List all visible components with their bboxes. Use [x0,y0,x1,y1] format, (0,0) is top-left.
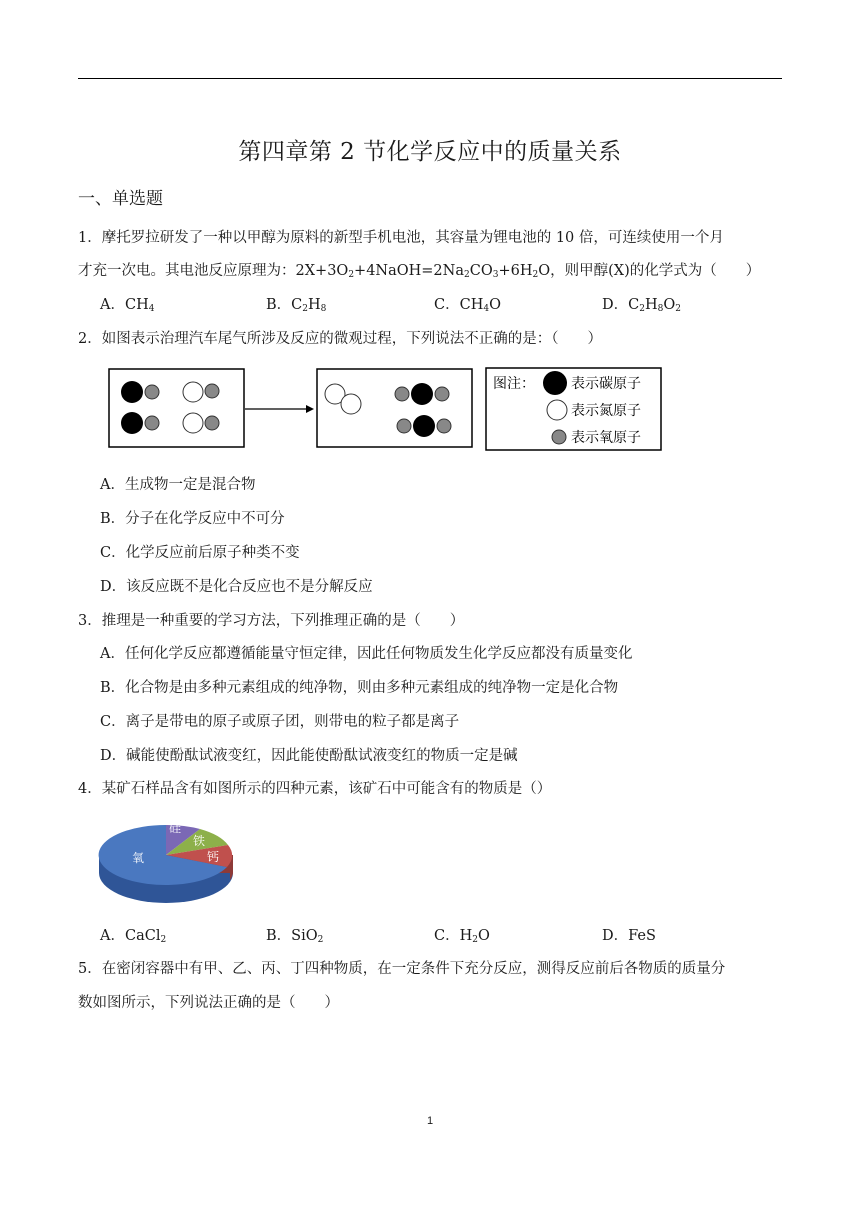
q2-option-c[interactable]: C．化学反应前后原子种类不变 [100,545,300,561]
q4-option-a[interactable]: A．CaCl$_2$ [100,928,167,945]
pie-label-calcium: 钙 [207,850,220,864]
q1-option-a[interactable]: A．$CH_4$ [100,297,155,314]
q3-option-d[interactable]: D．碱能使酚酞试液变红，因此能使酚酞试液变红的物质一定是碱 [100,748,518,764]
page-title: 第四章第 2 节化学反应中的质量关系 [238,139,622,165]
q1-option-b[interactable]: B．$C_2H_8$ [266,297,327,314]
q4-option-c[interactable]: C．$H_2O$ [434,928,490,945]
product-box [317,369,472,447]
q1-stem-line1: 1．摩托罗拉研发了一种以甲醇为原料的新型手机电池，其容量为锂电池的 10 倍，可连续使用一个月 [78,230,724,246]
legend-title: 图注： [493,376,535,392]
q1-option-c[interactable]: C．$CH_4O$ [434,297,501,314]
q2-option-b[interactable]: B．分子在化学反应中不可分 [100,511,285,527]
reactant-box [109,369,244,447]
legend-oxygen: 表示氧原子 [571,430,641,446]
q5-stem-line1: 5．在密闭容器中有甲、乙、丙、丁四种物质，在一定条件下充分反应，测得反应前后各物质的质量分 [78,961,726,977]
pie-label-iron: 铁 [193,834,206,848]
legend-nitrogen: 表示氮原子 [571,403,641,419]
oxygen-atom-icon [552,430,566,444]
q5-stem-line2: 数如图所示，下列说法正确的是（ ） [78,995,339,1011]
q2-stem: 2．如图表示治理汽车尾气所涉及反应的微观过程，下列说法不正确的是：（ ） [78,331,602,347]
carbon-atom-icon [543,371,567,395]
q1-option-d[interactable]: D．$C_2H_8O_2$ [602,297,681,314]
q4-element-pie-chart [96,810,238,910]
q4-option-b[interactable]: B．SiO$_2$ [266,928,324,945]
nitrogen-atom-icon [547,400,567,420]
legend-carbon: 表示碳原子 [571,376,641,392]
header-rule [78,78,782,79]
q2-option-d[interactable]: D．该反应既不是化合反应也不是分解反应 [100,579,373,595]
q3-option-a[interactable]: A．任何化学反应都遵循能量守恒定律，因此任何物质发生化学反应都没有质量变化 [100,646,633,662]
pie-label-oxygen: 氧 [132,851,145,865]
pie-label-silicon: 硅 [169,821,182,835]
q3-option-b[interactable]: B．化合物是由多种元素组成的纯净物，则由多种元素组成的纯净物一定是化合物 [100,680,619,696]
section-heading: 一、单选题 [78,189,163,209]
q3-stem: 3．推理是一种重要的学习方法，下列推理正确的是（ ） [78,613,465,629]
q2-molecule-diagram [106,364,666,454]
q2-option-a[interactable]: A．生成物一定是混合物 [100,477,256,493]
q4-stem: 4．某矿石样品含有如图所示的四种元素，该矿石中可能含有的物质是（） [78,781,552,797]
q3-option-c[interactable]: C．离子是带电的原子或原子团，则带电的粒子都是离子 [100,714,460,730]
q1-stem-line2: 才充一次电。其电池反应原理为：$2X+3O_2+4NaOH=2Na_2CO_3+6H_2O$，则甲醇(X)的化学式为（ ） [78,263,761,280]
page-number: 1 [426,1115,434,1127]
q4-option-d[interactable]: D．FeS [602,928,656,944]
